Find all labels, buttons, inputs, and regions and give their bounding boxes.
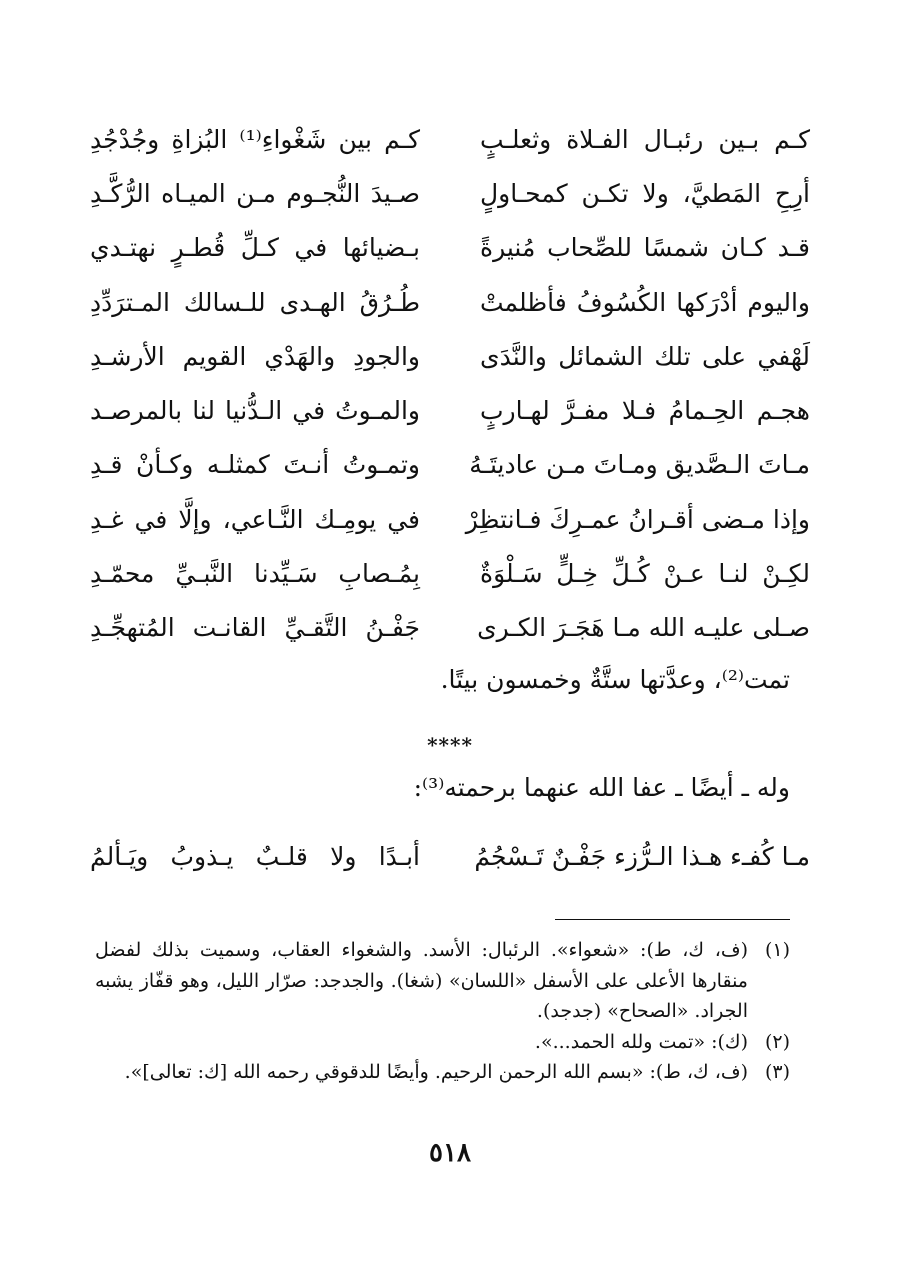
footnote-divider <box>555 919 790 920</box>
verse <box>90 383 810 437</box>
section-separator: **** <box>427 733 473 757</box>
verse <box>90 275 810 329</box>
verse-second-hemistich: صـيدَ النُّجـوم مـن الميـاه الرُّكَّـدِ <box>90 178 420 208</box>
verse-first-hemistich: وإذا مـضى أقـرانُ عمـرِكَ فـانتظِرْ <box>465 504 810 534</box>
verse <box>90 112 810 166</box>
footnote-text: (ف، ك، ط): «بسم الله الرحمن الرحيم. وأيضًا للدقوقي رحمه الله [ك: تعالى]». <box>124 1061 748 1083</box>
verse <box>90 492 810 546</box>
verse-first-hemistich: أرِحِ المَطيَّ، ولا تكـن كمحـاولٍ <box>480 178 810 208</box>
footnotes <box>95 935 790 1088</box>
verse-second-hemistich: أبـدًا ولا قلـبٌ يـذوبُ ويَـألمُ <box>90 841 420 871</box>
verse <box>90 221 810 275</box>
verse <box>90 166 810 220</box>
verse-first-hemistich: مـا كُفـء هـذا الـرُّزء جَفْـنٌ تَـسْجُمُ <box>474 841 810 871</box>
verse-second-hemistich: طُـرُقُ الهـدى للـسالك المـترَدِّدِ <box>90 287 420 317</box>
verse-first-hemistich: لكِـنْ لنـا عـنْ كُـلِّ خِـلٍّ سَـلْوَةٌ <box>480 559 810 589</box>
verse-second-hemistich: جَفْـنُ التَّقـيِّ القانـت المُتهجِّـدِ <box>90 613 420 643</box>
verse-first-hemistich: كـم بـين رئبـال الفـلاة وثعلـبٍ <box>480 124 810 154</box>
verse-first-hemistich: صـلى عليـه الله مـا هَجَـرَ الكـرى <box>477 613 810 643</box>
verse <box>90 438 810 492</box>
next-poem-verses <box>90 829 810 883</box>
verse <box>90 829 810 883</box>
verse-first-hemistich: هجـم الحِـمامُ فـلا مفـرَّ لهـاربٍ <box>480 396 810 426</box>
footnote <box>95 935 790 1027</box>
next-poem-intro: وله ـ أيضًا ـ عفا الله عنهما برحمته⁽³⁾: <box>413 773 790 802</box>
footnote-number: (١) <box>764 939 790 961</box>
page-number: ٥١٨ <box>429 1138 471 1168</box>
verse-second-hemistich: في يومِـك النَّـاعي، وإلَّا في غـدِ <box>90 504 420 534</box>
poem-verses <box>90 112 810 655</box>
footnote <box>95 1057 790 1088</box>
verse <box>90 329 810 383</box>
verse-first-hemistich: قـد كـان شمسًا للصِّحاب مُنيرةً <box>480 233 810 263</box>
verse <box>90 546 810 600</box>
verse <box>90 601 810 655</box>
verse-first-hemistich: مـاتَ الـصَّديق ومـاتَ مـن عاديتَـهُ <box>469 450 810 480</box>
verse-first-hemistich: لَهْفي على تلك الشمائل والنَّدَى <box>480 341 810 371</box>
verse-second-hemistich: كـم بين شَغْواءِ⁽¹⁾ البُزاةِ وجُدْجُدِ <box>90 124 420 154</box>
footnote-number: (٣) <box>764 1061 790 1083</box>
verse-second-hemistich: بـضيائها في كـلِّ قُطـرٍ نهتـدي <box>90 233 420 263</box>
footnote-text: (ف، ك، ط): «شعواء». الرئبال: الأسد. والشغواء العقاب، وسميت بذلك لفضل منقارها الأعلى على الأسفل «اللسان» (شغا). والجدجد: صرّار الليل، وهو قفّاز يشبه الجراد. «الصحاح» (جدجد). <box>95 939 748 1022</box>
verse-first-hemistich: واليوم أدْرَكها الكُسُوفُ فأظلمتْ <box>480 287 810 317</box>
footnote-number: (٢) <box>764 1030 790 1053</box>
footnote-text: (ك): «تمت ولله الحمد...». <box>534 1030 748 1053</box>
verse-second-hemistich: بِمُـصابِ سَـيِّدنا النَّبـيِّ محمّـدِ <box>90 559 420 589</box>
poem-closing-note: تمت⁽²⁾، وعدَّتها ستَّةٌ وخمسون بيتًا. <box>440 665 790 694</box>
verse-second-hemistich: والمـوتُ في الـدُّنيا لنا بالمرصـد <box>90 396 420 426</box>
verse-second-hemistich: والجودِ والهَدْي القويم الأرشـدِ <box>90 341 420 371</box>
footnote <box>95 1027 790 1058</box>
verse-second-hemistich: وتمـوتُ أنـتَ كمثلـه وكـأنْ قـدِ <box>90 450 420 480</box>
